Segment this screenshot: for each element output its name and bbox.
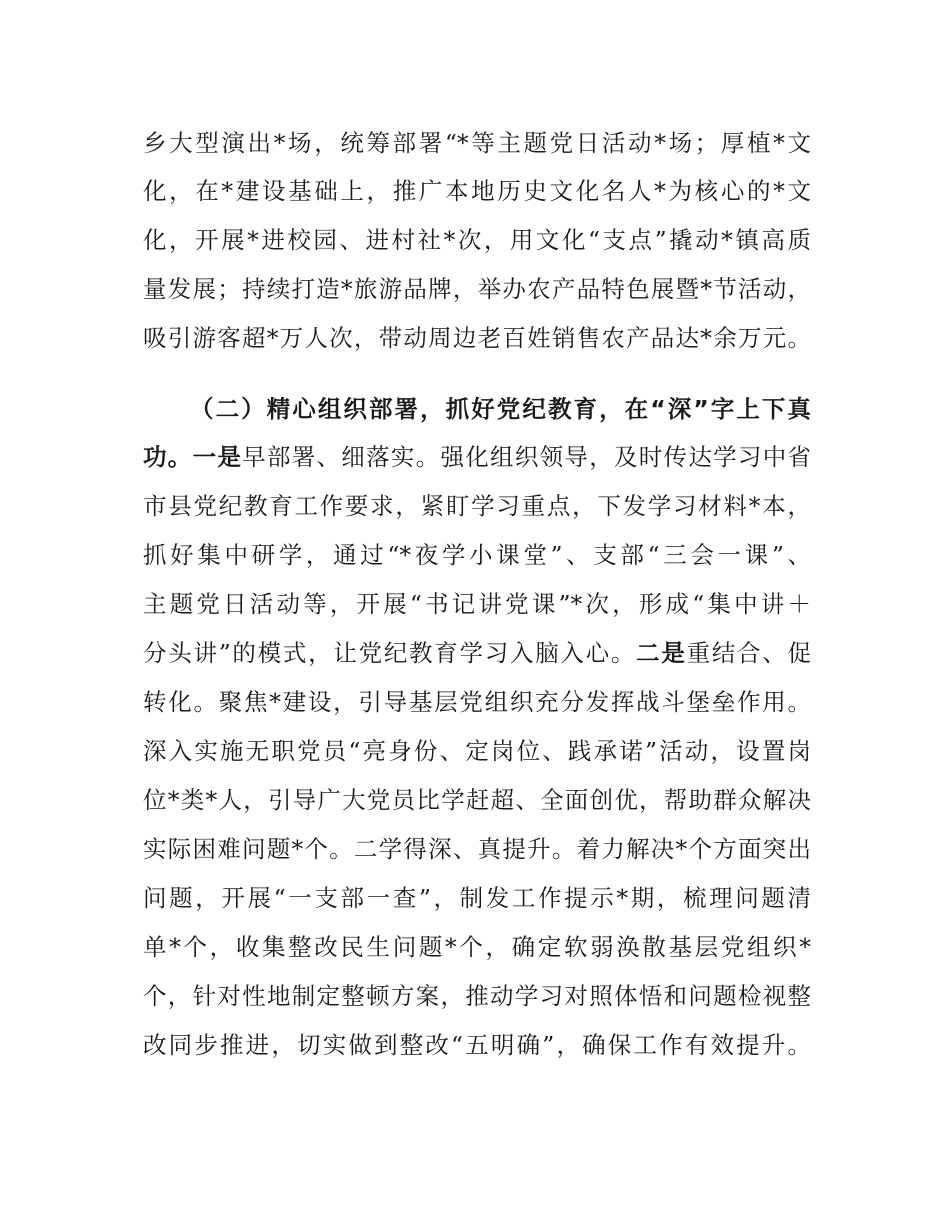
paragraph-line: 量发展；持续打造*旅游品牌，举办农产品特色展暨*节活动， [143, 275, 811, 303]
paragraph-line-mixed [143, 638, 811, 668]
paragraph-line: 乡大型演出*场，统筹部署“*等主题党日活动*场；厚植*文 [143, 129, 811, 157]
paragraph-line: 吸引游客超*万人次，带动周边老百姓销售农产品达*余万元。 [143, 324, 811, 352]
paragraph-text: 重结合、促 [686, 639, 812, 667]
paragraph-text: 分头讲”的模式，让党纪教育学习入脑入心。 [143, 639, 637, 667]
paragraph-line: 单*个，收集整改民生问题*个，确定软弱涣散基层党组织* [143, 933, 811, 961]
paragraph-line: 化，开展*进校园、进村社*次，用文化“支点”撬动*镇高质 [143, 226, 811, 254]
paragraph-line: 主题党日活动等，开展“书记讲党课”*次，形成“集中讲＋ [143, 590, 811, 618]
paragraph-line: 实际困难问题*个。二学得深、真提升。着力解决*个方面突出 [143, 835, 811, 863]
paragraph-line: 转化。聚焦*建设，引导基层党组织充分发挥战斗堡垒作用。 [143, 688, 811, 716]
paragraph-line: 个，针对性地制定整顿方案，推动学习对照体悟和问题检视整 [143, 982, 811, 1010]
paragraph-line: 问题，开展“一支部一查”，制发工作提示*期，梳理问题清 [143, 884, 811, 912]
paragraph-line: 化，在*建设基础上，推广本地历史文化名人*为核心的*文 [143, 177, 811, 205]
paragraph-line: 抓好集中研学，通过“*夜学小课堂”、支部“三会一课”、 [143, 541, 811, 569]
section-heading-end: 功。 [143, 443, 193, 471]
point-label-two: 二是 [636, 639, 687, 667]
paragraph-line: 市县党纪教育工作要求，紧盯学习重点，下发学习材料*本， [143, 492, 811, 520]
paragraph-text: 早部署、细落实。强化组织领导，及时传达学习中省 [242, 443, 812, 471]
section-heading: （二）精心组织部署，抓好党纪教育，在“深”字上下真 [190, 395, 811, 423]
paragraph-line: 位*类*人，引导广大党员比学赶超、全面创优，帮助群众解决 [143, 786, 811, 814]
point-label-one: 一是 [192, 443, 243, 471]
paragraph-line: 深入实施无职党员“亮身份、定岗位、践承诺”活动，设置岗 [143, 737, 811, 765]
paragraph-line-mixed [143, 442, 811, 472]
paragraph-line: 改同步推进，切实做到整改“五明确”，确保工作有效提升。 [143, 1031, 811, 1059]
